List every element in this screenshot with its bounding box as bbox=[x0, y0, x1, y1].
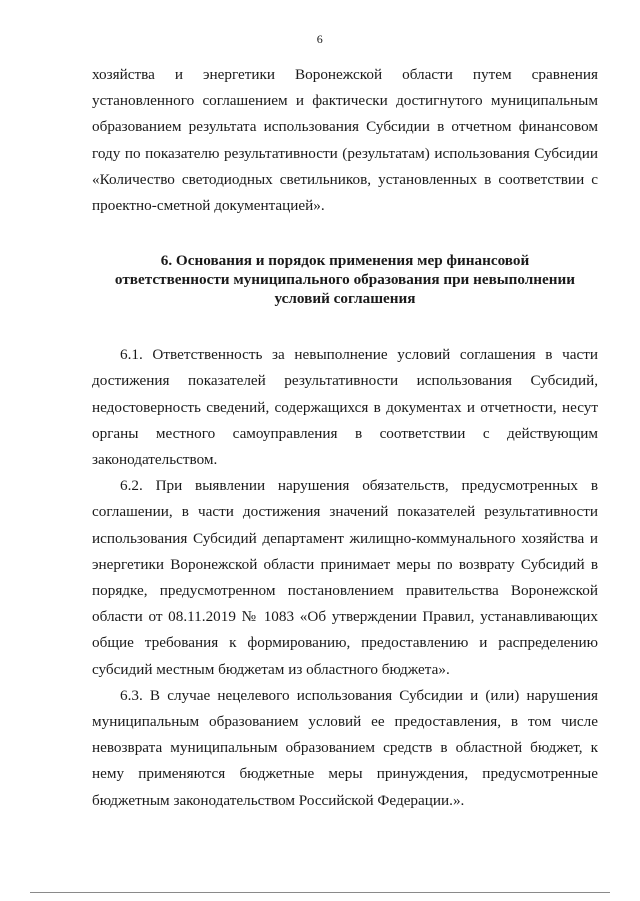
document-body bbox=[92, 62, 598, 814]
scan-bottom-edge bbox=[30, 892, 610, 893]
paragraph-6-3: 6.3. В случае нецелевого использования Субсидии и (или) нарушения муниципальным образованием условий ее предоставления, в том числе невозврата муниципальным образованием средств в областной бюджет, к нему применяются бюджетные меры принуждения, предусмотренные бюджетным законодательством Российской Федерации.». bbox=[92, 686, 598, 809]
section-heading: 6. Основания и порядок применения мер финансовой ответственности муниципального образования при невыполнении условий соглашения bbox=[114, 252, 576, 308]
page-number: 6 bbox=[316, 32, 324, 46]
paragraph-6-1: 6.1. Ответственность за невыполнение условий соглашения в части достижения показателей результативности использования Субсидий, недостоверность сведений, содержащихся в документах и отчетности, несут органы местного самоуправления в соответствии с действующим законодательством. bbox=[92, 346, 598, 469]
paragraph-6-2: 6.2. При выявлении нарушения обязательств, предусмотренных в соглашении, в части достижения значений показателей результативности использования Субсидий департамент жилищно-коммунального хозяйства и энергетики Воронежской области принимает меры по возврату Субсидий в порядке, предусмотренном постановлением правительства Воронежской области от 08.11.2019 № 1083 «Об утверждении Правил, устанавливающих общие требования к формированию, предоставлению и распределению субсидий местным бюджетам из областного бюджета». bbox=[92, 477, 598, 678]
intro-paragraph: хозяйства и энергетики Воронежской области путем сравнения установленного соглашением и фактически достигнутого муниципальным образованием результата использования Субсидии в отчетном финансовом году по показателю результативности (результатам) использования Субсидии «Количество светодиодных светильников, установленных в соответствии с проектно-сметной документацией». bbox=[92, 66, 598, 215]
